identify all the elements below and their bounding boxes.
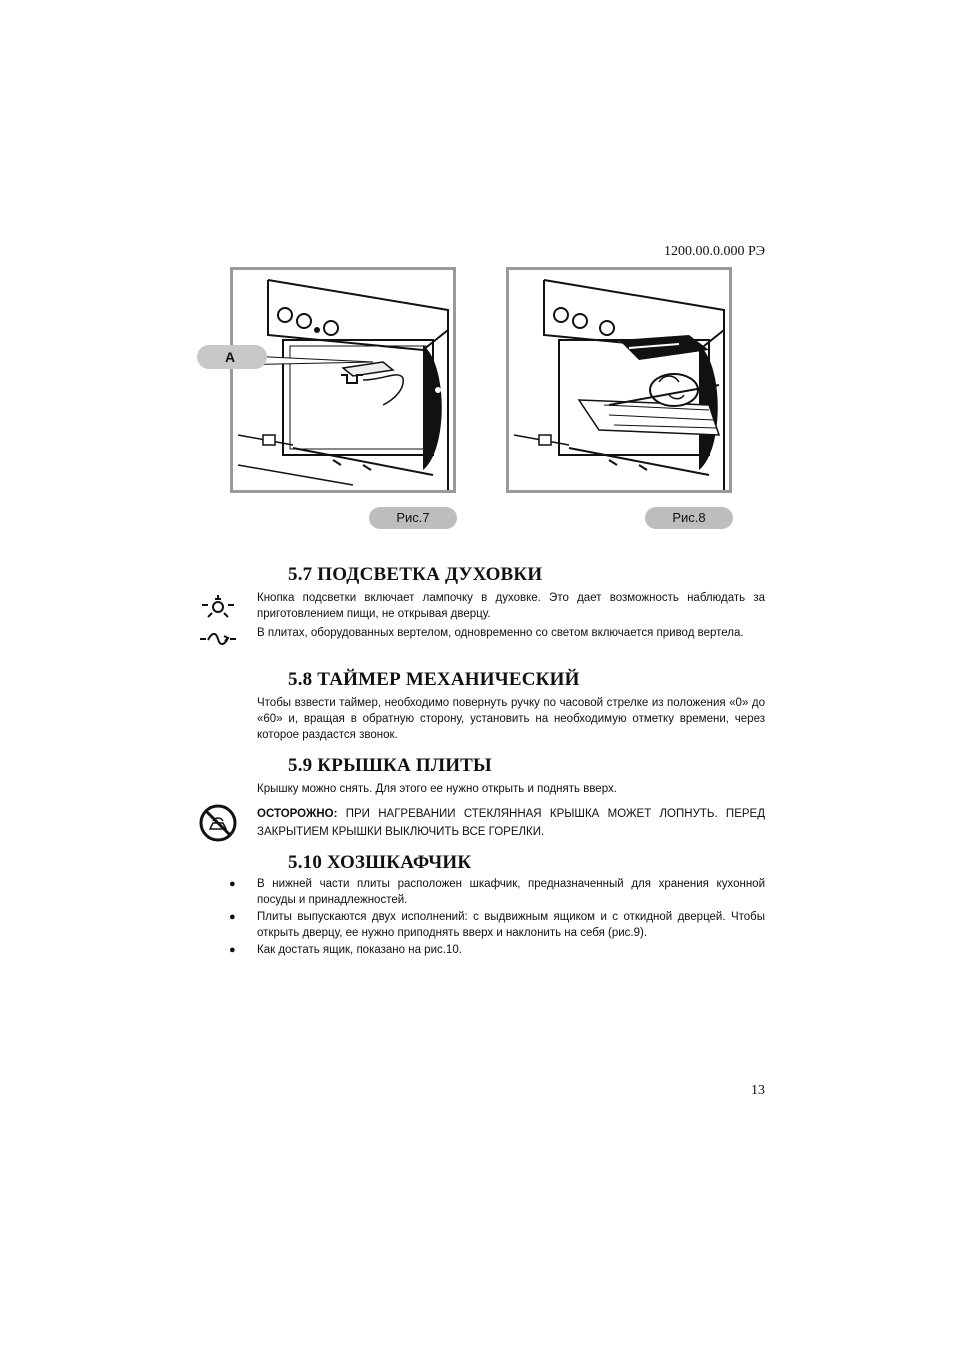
figure-7-label: Рис.7 xyxy=(369,507,457,529)
no-glass-lid-warning-icon xyxy=(198,803,238,843)
warning-label: ОСТОРОЖНО: xyxy=(257,808,338,820)
callout-label-a: А xyxy=(197,345,267,369)
section-5-9-paragraph-1: Крышку можно снять. Для этого ее нужно открыть и поднять вверх. xyxy=(257,783,617,795)
bullet-icon: ● xyxy=(229,911,236,923)
bullet-icon: ● xyxy=(229,944,236,956)
lamp-icon xyxy=(198,593,238,623)
bullet-icon: ● xyxy=(229,878,236,890)
list-item: В нижней части плиты расположен шкафчик, предназначенный для хранения кухонной посуды и принадлежностей. xyxy=(257,878,765,906)
section-5-9-heading: 5.9 КРЫШКА ПЛИТЫ xyxy=(288,755,492,776)
section-5-10-heading: 5.10 ХОЗШКАФЧИК xyxy=(288,852,472,873)
rotisserie-icon xyxy=(198,628,238,650)
section-5-7-heading: 5.7 ПОДСВЕТКА ДУХОВКИ xyxy=(288,564,543,585)
figure-7-oven-light xyxy=(230,267,456,493)
section-5-8-paragraph-1: Чтобы взвести таймер, необходимо повернуть ручку по часовой стрелке из положения «0» до «60» и, вращая в обратную сторону, установить на необходимую отметку времени, через которое раздастся звонок. xyxy=(257,697,765,741)
section-5-9-warning xyxy=(257,805,765,841)
list-item: Как достать ящик, показано на рис.10. xyxy=(257,944,462,956)
section-5-7-paragraph-2: В плитах, оборудованных вертелом, одновременно со светом включается привод вертела. xyxy=(257,627,744,639)
page-number: 13 xyxy=(751,1083,765,1098)
figure-8-rotisserie xyxy=(506,267,732,493)
warning-text: ПРИ НАГРЕВАНИИ СТЕКЛЯННАЯ КРЫШКА МОЖЕТ ЛОПНУТЬ. ПЕРЕД ЗАКРЫТИЕМ КРЫШКИ ВЫКЛЮЧИТЬ ВСЕ ГОРЕЛКИ. xyxy=(257,808,765,838)
section-5-7-paragraph-1: Кнопка подсветки включает лампочку в духовке. Это дает возможность наблюдать за приготовлением пищи, не открывая дверцу. xyxy=(257,592,765,620)
document-number: 1200.00.0.000 РЭ xyxy=(663,244,765,259)
section-5-8-heading: 5.8 ТАЙМЕР МЕХАНИЧЕСКИЙ xyxy=(288,669,580,690)
list-item: Плиты выпускаются двух исполнений: с выдвижным ящиком и с откидной дверцей. Чтобы открыть дверцу, ее нужно приподнять вверх и наклонить на себя (рис.9). xyxy=(257,911,765,939)
figure-8-label: Рис.8 xyxy=(645,507,733,529)
